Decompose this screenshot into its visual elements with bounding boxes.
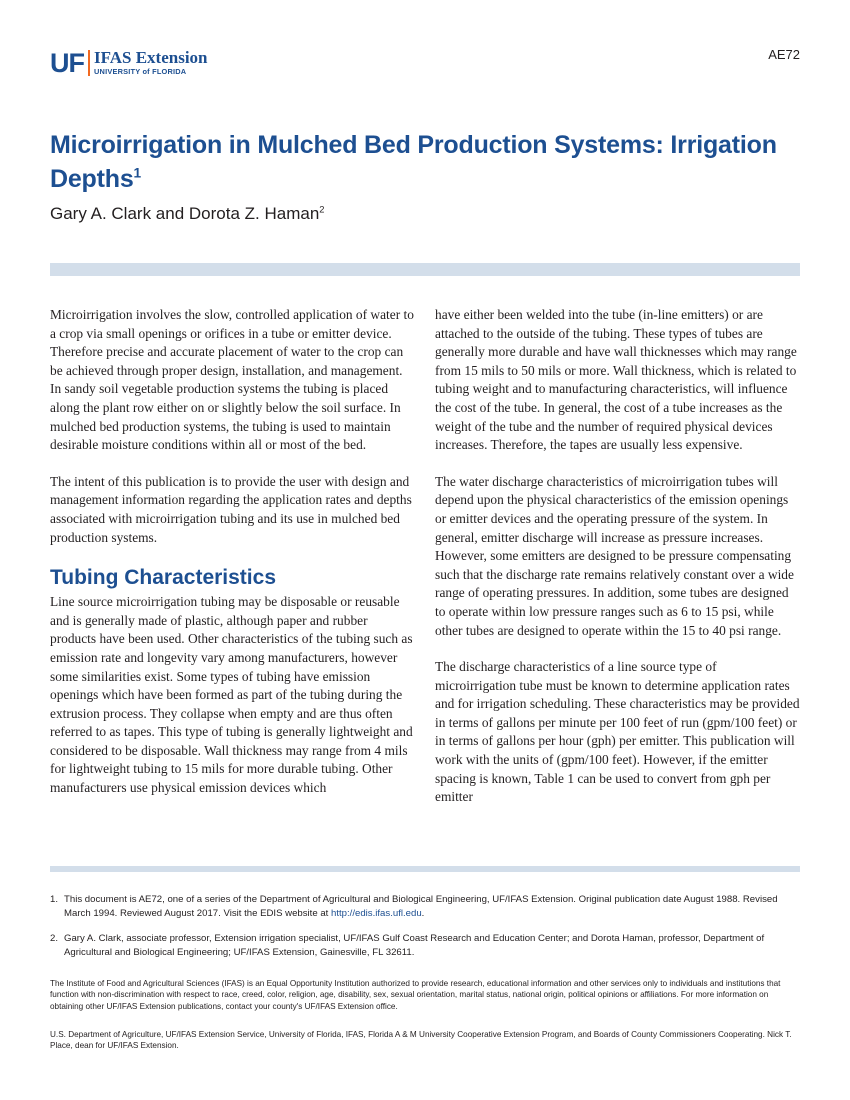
section-heading-tubing: Tubing Characteristics (50, 566, 276, 590)
right-paragraph-1: have either been welded into the tube (in-line emitters) or are attached to the outside of the tubing. These types of tubes are generally more durable and have wall thicknesses which may range from 15 mils to 50 mils or more. Wall thickness, which is related to tubing weight and to manufacturing characteristics, will influence the cost of the tube. In general, the cost of a tube increases as the weight of the tube and the number of required physical devices increases. Therefore, the tapes are usually less expensive. (435, 307, 797, 453)
authors-line (50, 204, 324, 224)
page-title (50, 128, 810, 196)
footnote-1-number: 1. (50, 894, 59, 905)
footnote-2 (50, 932, 795, 960)
logo-ifas-text: IFAS Extension (94, 48, 208, 67)
intro-paragraph-2: The intent of this publication is to provide the user with design and management information regarding the application rates and depths associated with microirrigation tubing and its use in mulched bed production systems. (50, 473, 412, 545)
right-column (435, 306, 800, 825)
footnote-2-number: 2. (50, 933, 59, 944)
footnote-1-end: . (421, 908, 425, 919)
usda-statement: U.S. Department of Agriculture, UF/IFAS Extension Service, University of Florida, IFAS, Florida A & M University Cooperative Extension Program, and Boards of County Commissioners Cooperating. Nick T. Place, dean for UF/IFAS Extension. (50, 1030, 792, 1051)
edis-link[interactable]: http://edis.ifas.ufl.edu (331, 908, 422, 919)
intro-paragraph-1: Microirrigation involves the slow, controlled application of water to a crop via small openings or orifices in a tube or emitter device. Therefore precise and accurate placement of water to the crop can be achieved through proper design, installation, and management. In sandy soil vegetable production systems the tubing is placed along the plant row either on or slightly below the soil surface. In mulched bed production systems, the tubing is used to maintain desirable moisture conditions within all or most of the bed. (50, 307, 414, 453)
logo-wordmark (94, 48, 208, 77)
authors-text: Gary A. Clark and Dorota Z. Haman (50, 204, 320, 223)
uf-logo-mark: UF (50, 48, 84, 78)
footer-divider (50, 866, 800, 872)
title-footnote-ref[interactable]: 1 (133, 165, 141, 181)
title-text: Microirrigation in Mulched Bed Production Systems: Irrigation Depths (50, 131, 777, 193)
footnote-2-text: Gary A. Clark, associate professor, Extension irrigation specialist, UF/IFAS Gulf Coast Research and Education Center; and Dorota Haman, professor, Department of Agricultural and Biological Engineering; UF/IFAS Extension, Gainesville, FL 32611. (64, 933, 765, 958)
header-divider (50, 263, 800, 276)
tubing-paragraph-1: Line source microirrigation tubing may be disposable or reusable and is generally made of plastic, although paper and rubber products have been used. Other characteristics of the tubing such as emission rate and longevity vary among manufacturers, however some similarities exist. Some types of tubing have emission openings which have been formed as part of the tubing during the extrusion process. They collapse when empty and are thus often referred to as tapes. This type of tubing is generally lightweight and considered to be disposable. Wall thickness may range from 4 mils for lightweight tubing to 15 mils for more durable tubing. Other manufacturers use physical emission devices which (50, 594, 413, 796)
authors-footnote-ref[interactable]: 2 (319, 204, 325, 215)
right-paragraph-2: The water discharge characteristics of microirrigation tubes will depend upon the physical characteristics of the emission openings or emitter devices and the operating pressure of the system. In general, emitter discharge will increase as pressure increases. However, some emitters are designed to be pressure compensating such that the discharge rate remains relatively constant over a wide range of operating pressures. In addition, some tubes are designed to operate within low pressure ranges such as 6 to 15 psi, while other tubes are designed to operate within the 15 to 40 psi range. (435, 473, 794, 638)
uf-ifas-logo (50, 48, 208, 78)
right-paragraph-3: The discharge characteristics of a line source type of microirrigation tube must be known to determine application rates and for irrigation scheduling. These characteristics may be provided in terms of gallons per minute per 100 feet of run (gpm/100 feet) or in terms of gallons per hour (gph) per emitter. This publication will work with the units of (gpm/100 feet). However, if the emitter spacing is known, Table 1 can be used to convert from gph per emitter (435, 659, 800, 805)
publication-id: AE72 (768, 47, 800, 62)
logo-university-text: UNIVERSITY of FLORIDA (94, 67, 187, 76)
equal-opportunity-statement: The Institute of Food and Agricultural Sciences (IFAS) is an Equal Opportunity Institution authorized to provide research, educational information and other services only to individuals and institutions that function with non-discrimination with respect to race, creed, color, religion, age, disability, sex, sexual orientation, marital status, national origin, political opinions or affiliations. For more information on obtaining other UF/IFAS Extension publications, contact your county's UF/IFAS Extension office. (50, 979, 781, 1011)
logo-divider (88, 50, 90, 76)
footnote-1-text: This document is AE72, one of a series of the Department of Agricultural and Biological Engineering, UF/IFAS Extension. Original publication date August 1988. Revised March 1994. Reviewed August 2017. Visit the EDIS website at (64, 894, 778, 919)
left-column (50, 306, 415, 816)
footnote-1 (50, 893, 795, 921)
